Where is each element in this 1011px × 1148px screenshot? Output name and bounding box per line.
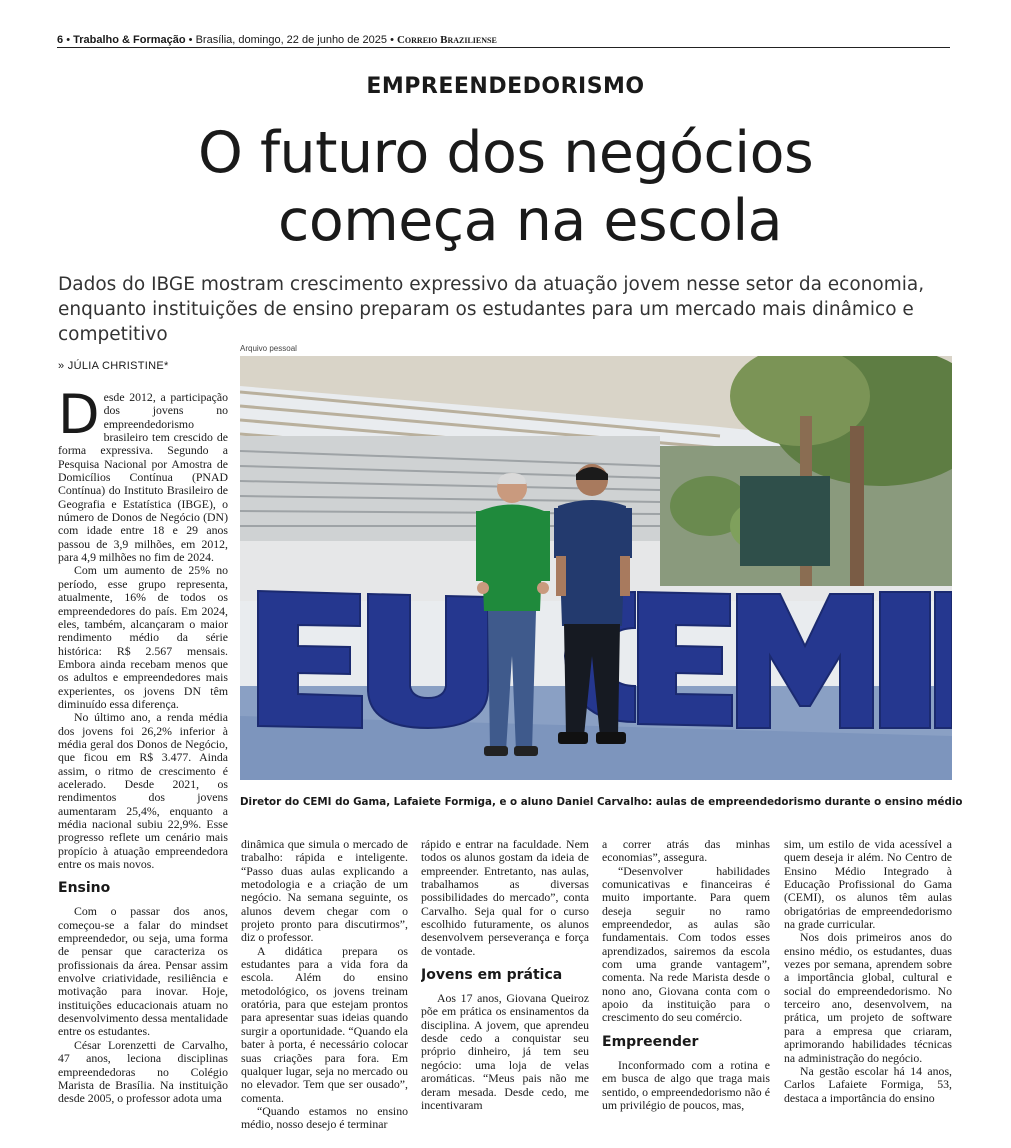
text-column-1 [58, 391, 228, 1141]
paragraph: Inconformado com a rotina e em busca de algo que traga mais sentido, o empreendedorismo não é um privilégio de poucos, mas, [602, 1057, 770, 1112]
photo-credit: Arquivo pessoal [240, 344, 297, 353]
newspaper-name: Correio Braziliense [396, 34, 497, 46]
paragraph: Com um aumento de 25% no período, esse grupo representa, atualmente, 16% de todos os empreendedores do país. Em 2024, eles, também, alcançaram o maior rendimento médio da série histórica: R$ 2.567 mensais. Embora ainda recebam menos que os adultos e empreendedores mais experientes, os jovens DN têm diminuído essa diferença. [58, 563, 228, 711]
subhead-ensino: Ensino [58, 880, 111, 897]
paragraph: Nos dois primeiros anos do ensino médio, os estudantes, duas vezes por semana, aprendem sobre a importância global, cultural e social do empreendedorismo. No terceiro ano, desenvolvem, na prática, um projeto de software para a empresa que criaram, aprimorando habilidades técnicas na administração do negócio. [784, 930, 952, 1065]
paragraph: sim, um estilo de vida acessível a quem deseja ir além. No Centro de Ensino Médio Integrado à Educação Profissional do Gama (CEMI), os alunos têm aulas obrigatórias de empreendedorismo na grade curricular. [784, 838, 952, 932]
photo-illustration [240, 356, 952, 780]
paragraph: César Lorenzetti de Carvalho, 47 anos, leciona disciplinas empreendedoras no Colégio Marista de Brasília. Na instituição desde 2005, o professor adota uma [58, 1037, 228, 1106]
paragraph: rápido e entrar na faculdade. Nem todos os alunos gostam da ideia de empreender. Entretanto, nas aulas, trabalhamos as diversas possibilidades do mercado”, conta Carvalho. Seja qual for o curso escolhido futuramente, os alunos desenvolvem perseverança e força de vontade. [421, 838, 589, 958]
deck: Dados do IBGE mostram crescimento expressivo da atuação jovem nesse setor da economia, enquanto instituições de ensino preparam os estudantes para um mercado mais dinâmico e competitivo [58, 274, 925, 345]
subhead-empreender: Empreender [602, 1033, 699, 1050]
paragraph: a correr atrás das minhas economias”, assegura. [602, 838, 770, 865]
paragraph: “Quando estamos no ensino médio, nosso desejo é terminar [241, 1103, 408, 1132]
text-column-4 [602, 838, 770, 1140]
dateline: Brasília, domingo, 22 de junho de 2025 [195, 34, 387, 46]
photo-caption: Diretor do CEMI do Gama, Lafaiete Formiga, e o aluno Daniel Carvalho: aulas de empreendedorismo durante o ensino médio [240, 796, 963, 808]
page-number: 6 [57, 34, 64, 46]
section-name: Trabalho & Formação [73, 34, 186, 46]
byline: » JÚLIA CHRISTINE* [58, 360, 169, 372]
text-column-2 [241, 838, 408, 1140]
paragraph: Com o passar dos anos, começou-se a falar do mindset empreendedor, ou seja, uma forma de pensar que caracteriza os profissionais da área. Pensar assim envolve criatividade, resiliência e motivação para inovar. Hoje, instituições educacionais atuam no desenvolvimento dessa mentalidade entre os estudantes. [58, 904, 228, 1039]
paragraph: Aos 17 anos, Giovana Queiroz põe em prática os ensinamentos da disciplina. A jovem, que aprendeu desde cedo a conquistar seu próprio dinheiro, já tem seu negócio: uma loja de velas aromáticas. “Meus pais não me deram mesada. Desde cedo, me incentivaram [421, 991, 589, 1112]
text-column-3 [421, 838, 589, 1140]
headline-line-2: começa na escola [278, 188, 783, 254]
folio-rule [57, 47, 950, 48]
headline-line-1: O futuro dos negócios [198, 120, 814, 186]
paragraph: Na gestão escolar há 14 anos, Carlos Lafaiete Formiga, 53, destaca a importância do ensino [784, 1063, 952, 1105]
page-folio: 6 • Trabalho & Formação • Brasília, domingo, 22 de junho de 2025 • Correio Braziliense [57, 34, 497, 46]
kicker: EMPREENDEDORISMO [366, 74, 645, 99]
dropcap: D [58, 391, 100, 446]
paragraph: A didática prepara os estudantes para a vida fora da escola. Além do ensino metodológico, os jovens treinam oratória, para que estejam prontos para apresentar suas ideias quando surgir a oportunidade. “Quando ela bater à porta, é necessário colocar suas criações para fora. Em qualquer lugar, seja no mercado ou no elevador. Tem que ser ousado”, comenta. [241, 943, 408, 1105]
paragraph: Desde 2012, a participação dos jovens no empreendedorismo brasileiro tem crescido de forma expressiva. Segundo a Pesquisa Nacional por Amostra de Domicílios Contínua (PNAD Contínua) do Instituto Brasileiro de Geografia e Estatística (IBGE), o número de Donos de Negócio (DN) com idade entre 18 e 29 anos passou de 3,9 milhões, em 2012, para 4,9 milhões no fim de 2024. [58, 391, 228, 565]
paragraph: dinâmica que simula o mercado de trabalho: rápida e inteligente. “Passo duas aulas explicando a metodologia e a criação de um negócio. Na semana seguinte, os alunos devem chegar com o projeto pronto para discutirmos”, diz o professor. [241, 838, 408, 945]
paragraph: No último ano, a renda média dos jovens foi 26,2% inferior à média geral dos Donos de Negócio, que ficou em R$ 3.477. Ainda assim, o ritmo de crescimento é acelerado. Desde 2021, os rendimentos dos jovens aumentaram 25,4%, enquanto a média nacional subiu 22,9%. Esse progresso reflete um cenário mais propício à atuação empreendedora entre os mais novos. [58, 710, 228, 872]
article-photo [240, 356, 952, 780]
text-column-5 [784, 838, 952, 1140]
subhead-jovens-em-pratica: Jovens em prática [421, 967, 563, 984]
paragraph: “Desenvolver habilidades comunicativas e financeiras é muito importante. Para quem deseja seguir no ramo empreendedor, as aulas são fundamentais. Com todos esses aprendizados, sairemos da escola com uma grande vantagem”, comenta. Na rede Marista desde o nono ano, Giovana conta com o apoio da instituição para o crescimento do seu comércio. [602, 863, 770, 1025]
